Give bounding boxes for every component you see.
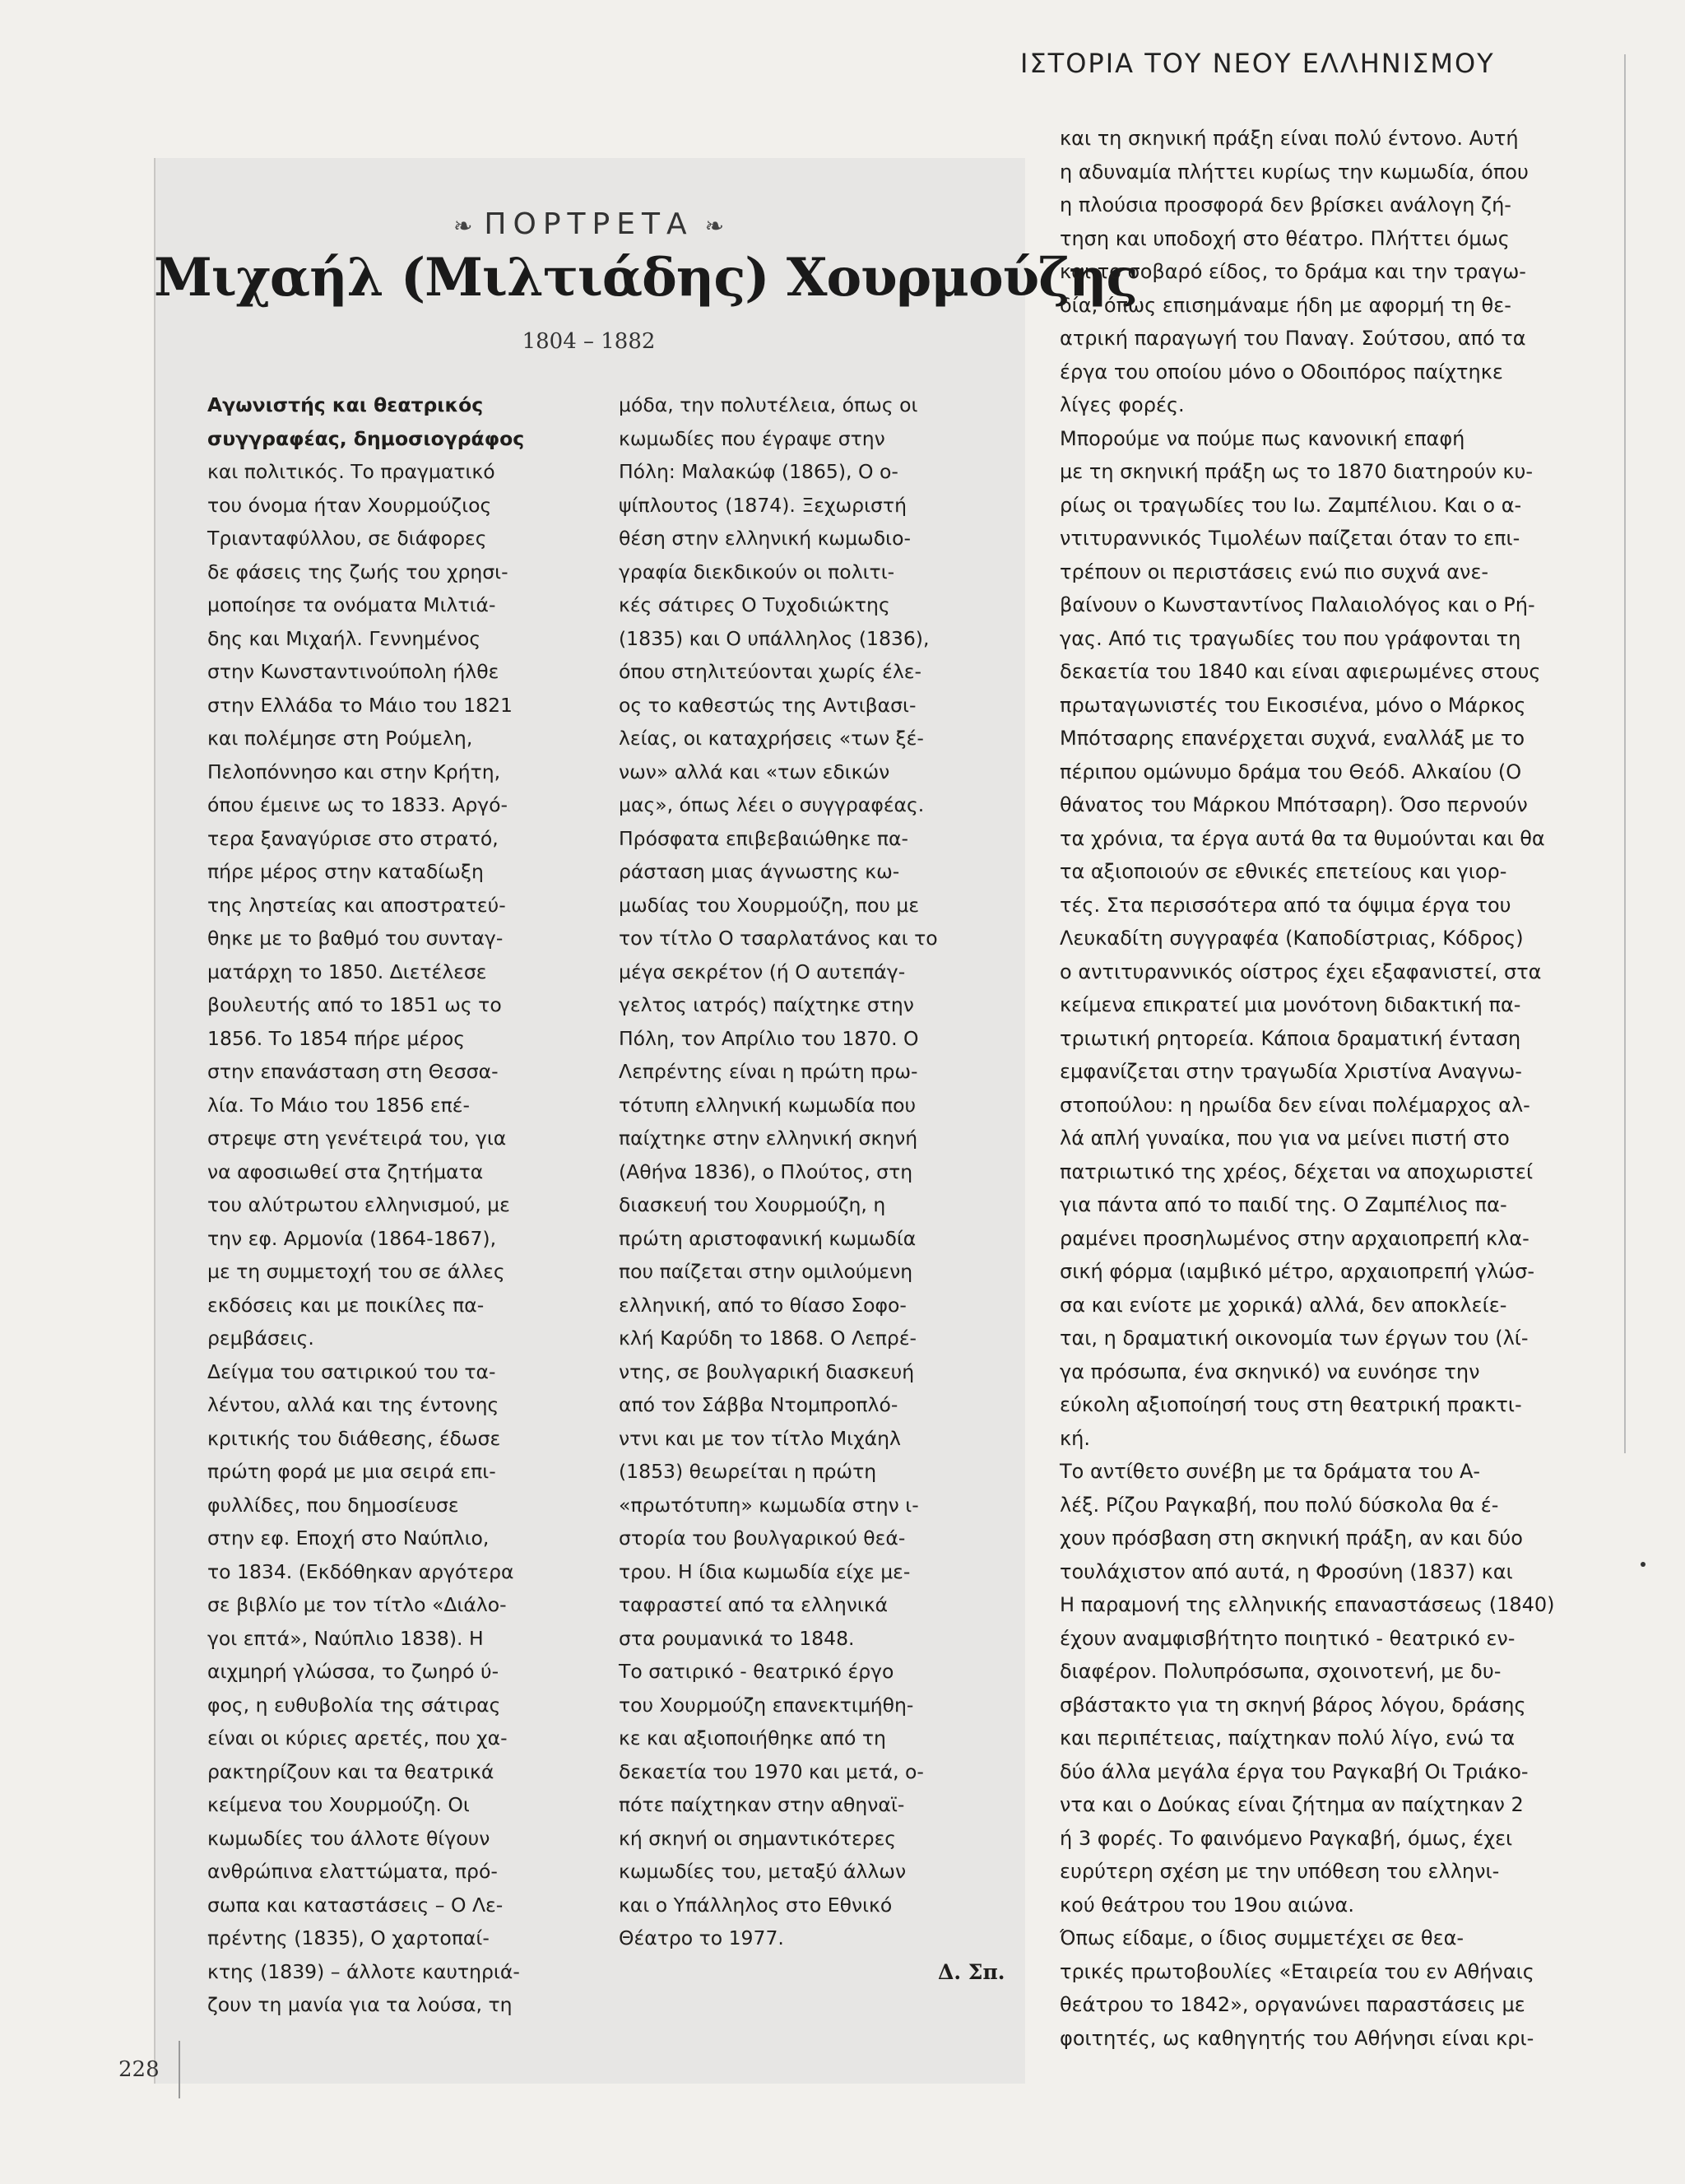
text-line: (1835) και Ο υπάλληλος (1836), (619, 626, 930, 650)
article-title: Μιχαήλ (Μιλτιάδης) Χουρμούζης (154, 247, 1138, 309)
text-line: κε και αξιοποιήθηκε από τη (619, 1726, 886, 1750)
text-line: είναι οι κύριες αρετές, που χα- (207, 1726, 508, 1750)
text-line: Η παραμονή της ελληνικής επαναστάσεως (1840) (1060, 1593, 1555, 1616)
text-line: ή 3 φορές. Το φαινόμενο Ραγκαβή, όμως, έχει (1060, 1826, 1513, 1850)
text-line: κού θεάτρου του 19ου αιώνα. (1060, 1893, 1354, 1917)
text-line: και τη σκηνική πράξη είναι πολύ έντονο. Αυτή (1060, 127, 1519, 150)
author-signature: Δ. Σπ. (938, 1960, 1005, 1984)
text-line: στην επανάσταση στη Θεσσα- (207, 1060, 499, 1083)
text-line: κλή Καρύδη το 1868. Ο Λεπρέ- (619, 1327, 917, 1350)
text-line: εκδόσεις και με ποικίλες πα- (207, 1293, 485, 1317)
text-line: λίγες φορές. (1060, 393, 1185, 416)
text-line: και ο Υπάλληλος στο Εθνικό (619, 1893, 893, 1917)
text-line: ντα και ο Δούκας είναι ζήτημα αν παίχτηκαν 2 (1060, 1793, 1524, 1816)
text-line: ντης, σε βουλγαρική διασκευή (619, 1359, 915, 1383)
text-line: δεκαετία του 1840 και είναι αφιερωμένες στους (1060, 660, 1541, 683)
text-line: δεκαετία του 1970 και μετά, ο- (619, 1759, 924, 1783)
footer-rule (179, 2041, 180, 2098)
text-line: κριτικής του διάθεσης, έδωσε (207, 1426, 501, 1450)
text-line: όπου έμεινε ως το 1833. Αργό- (207, 793, 508, 816)
text-line: 1856. Το 1854 πήρε μέρος (207, 1026, 466, 1050)
text-line: μας», όπως λέει ο συγγραφέας. (619, 793, 925, 816)
text-line: βουλευτής από το 1851 ως το (207, 993, 502, 1016)
text-line: τον τίτλο Ο τσαρλατάνος και το (619, 927, 938, 950)
text-line: φυλλίδες, που δημοσίευσε (207, 1493, 459, 1517)
text-line: Όπως είδαμε, ο ίδιος συμμετέχει σε θεα- (1060, 1926, 1465, 1949)
text-line: Μπορούμε να πούμε πως κανονική επαφή (1060, 426, 1465, 450)
text-line: φοιτητές, ως καθηγητής του Αθήνησι είναι κρι- (1060, 2026, 1534, 2050)
column-left (207, 388, 578, 2022)
text-line: ος το καθεστώς της Αντιβασι- (619, 693, 917, 717)
ornament-left-icon: ❧ (453, 212, 473, 239)
text-line: συγγραφέας, δημοσιογράφος (207, 426, 525, 450)
text-line: πρώτη φορά με μια σειρά επι- (207, 1460, 496, 1483)
text-line: θεάτρου το 1842», οργανώνει παραστάσεις με (1060, 1993, 1525, 2016)
text-line: τρικές πρωτοβουλίες «Εταιρεία του εν Αθήναις (1060, 1959, 1534, 1983)
text-line: Το σατιρικό - θεατρικό έργο (619, 1660, 894, 1683)
text-line: Πόλη, τον Απρίλιο του 1870. Ο (619, 1026, 919, 1050)
text-line: στην Ελλάδα το Μάιο του 1821 (207, 693, 513, 717)
text-line: ψίπλουτος (1874). Ξεχωριστή (619, 493, 907, 517)
text-line: έργα του οποίου μόνο ο Οδοιπόρος παίχτηκε (1060, 360, 1503, 383)
text-line: ντνι και με τον τίτλο Μιχάηλ (619, 1426, 901, 1450)
life-dates: 1804 – 1882 (522, 329, 656, 354)
text-line: ται, η δραματική οικονομία των έργων του (λί- (1060, 1327, 1529, 1350)
text-line: τηση και υποδοχή στο θέατρο. Πλήττει όμως (1060, 226, 1510, 250)
text-line: το 1834. (Εκδόθηκαν αργότερα (207, 1559, 514, 1583)
text-line: στην εφ. Εποχή στο Ναύπλιο, (207, 1526, 490, 1550)
text-line: ντιτυραννικός Τιμολέων παίζεται όταν το επι- (1060, 527, 1520, 550)
text-line: για πάντα από το παιδί της. Ο Ζαμπέλιος πα- (1060, 1193, 1507, 1216)
text-line: κείμενα του Χουρμούζη. Οι (207, 1793, 470, 1816)
text-line: τότυπη ελληνική κωμωδία που (619, 1093, 917, 1117)
text-line: και περιπέτειας, παίχτηκαν πολύ λίγο, ενώ τα (1060, 1726, 1516, 1750)
text-line: «πρωτότυπη» κωμωδία στην ι- (619, 1493, 919, 1517)
text-line: (1853) θεωρείται η πρώτη (619, 1460, 877, 1483)
text-line: θάνατος του Μάρκου Μπότσαρη). Όσο περνούν (1060, 793, 1528, 816)
text-line: βαίνουν ο Κωνσταντίνος Παλαιολόγος και ο Ρή- (1060, 593, 1535, 616)
text-line: και το σοβαρό είδος, το δράμα και την τραγω- (1060, 260, 1526, 283)
text-line: ραμένει προσηλωμένος στην αρχαιοπρεπή κλα- (1060, 1226, 1529, 1250)
column-right (1060, 122, 1636, 2055)
text-line: πέριπου ομώνυμο δράμα του Θεόδ. Αλκαίου (Ο (1060, 760, 1522, 783)
text-line: εμφανίζεται στην τραγωδία Χριστίνα Αναγνω- (1060, 1060, 1522, 1083)
column-middle (619, 388, 989, 1955)
text-line: κωμωδίες που έγραψε στην (619, 426, 885, 450)
text-line: τές. Στα περισσότερα από τα όψιμα έργα του (1060, 893, 1511, 917)
text-line: εύκολη αξιοποίησή τους στη θεατρική πρακτι- (1060, 1393, 1522, 1416)
text-line: πρώτη αριστοφανική κωμωδία (619, 1226, 917, 1250)
text-line: η αδυναμία πλήττει κυρίως την κωμωδία, όπου (1060, 160, 1529, 184)
text-line: τρου. Η ίδια κωμωδία είχε με- (619, 1559, 911, 1583)
text-line: και πολιτικός. Το πραγματικό (207, 460, 495, 483)
text-line: λείας, οι καταχρήσεις «των ξέ- (619, 727, 924, 750)
text-line: γελτος ιατρός) παίχτηκε στην (619, 993, 914, 1016)
text-line: Λεπρέντης είναι η πρώτη πρω- (619, 1060, 918, 1083)
section-label (154, 207, 1024, 241)
text-line: δε φάσεις της ζωής του χρησι- (207, 560, 508, 583)
text-line: Το αντίθετο συνέβη με τα δράματα του Α- (1060, 1460, 1481, 1483)
text-line: στα ρουμανικά το 1848. (619, 1626, 855, 1650)
text-line: πρωταγωνιστές του Εικοσιένα, μόνο ο Μάρκος (1060, 693, 1526, 717)
text-line: που παίζεται στην ομιλούμενη (619, 1260, 913, 1283)
text-line: στρεψε στη γενέτειρά του, για (207, 1127, 507, 1150)
text-line: κωμωδίες του άλλοτε θίγουν (207, 1826, 490, 1850)
text-line: χουν πρόσβαση στη σκηνική πράξη, αν και δύο (1060, 1526, 1523, 1550)
text-line: μοποίησε τα ονόματα Μιλτιά- (207, 593, 496, 616)
text-line: γας. Από τις τραγωδίες του που γράφονται τη (1060, 626, 1521, 650)
text-line: κτης (1839) – άλλοτε καυτηριά- (207, 1959, 520, 1983)
text-line: της ληστείας και αποστρατεύ- (207, 893, 506, 917)
text-line: ευρύτερη σχέση με την υπόθεση του ελληνι- (1060, 1860, 1500, 1883)
text-line: τα αξιοποιούν σε εθνικές επετείους και γιορ- (1060, 860, 1507, 883)
text-line: πότε παίχτηκαν στην αθηναϊ- (619, 1793, 905, 1816)
text-line: σβάστακτο για τη σκηνή βάρος λόγου, δράσης (1060, 1693, 1526, 1717)
text-line: θέση στην ελληνική κωμωδιο- (619, 527, 911, 550)
text-line: τριωτική ρητορεία. Κάποια δραματική ένταση (1060, 1026, 1521, 1050)
text-line: από τον Σάββα Ντομπροπλό- (619, 1393, 898, 1416)
text-line: μέγα σεκρέτον (ή Ο αυτεπάγ- (619, 960, 906, 983)
text-line: κές σάτιρες Ο Τυχοδιώκτης (619, 593, 890, 616)
text-line: την εφ. Αρμονία (1864-1867), (207, 1226, 497, 1250)
text-line: μωδίας του Χουρμούζη, που με (619, 893, 920, 917)
text-line: λία. Το Μάιο του 1856 επέ- (207, 1093, 470, 1117)
text-line: ταφραστεί από τα ελληνικά (619, 1593, 889, 1616)
text-line: μόδα, την πολυτέλεια, όπως οι (619, 393, 918, 416)
text-line: Μπότσαρης επανέρχεται συχνά, εναλλάξ με το (1060, 727, 1525, 750)
text-line: του Χουρμούζη επανεκτιμήθη- (619, 1693, 914, 1717)
text-line: τρέπουν οι περιστάσεις ενώ πιο συχνά ανε- (1060, 560, 1489, 583)
text-line: σα και ενίοτε με χορικά) αλλά, δεν αποκλείε- (1060, 1293, 1507, 1317)
text-line: αιχμηρή γλώσσα, το ζωηρό ύ- (207, 1660, 499, 1683)
text-line: γα πρόσωπα, ένα σκηνικό) να ευνόησε την (1060, 1359, 1480, 1383)
text-line: Πρόσφατα επιβεβαιώθηκε πα- (619, 826, 908, 850)
text-line: όπου στηλιτεύονται χωρίς έλε- (619, 660, 921, 683)
text-line: Τριανταφύλλου, σε διάφορες (207, 527, 487, 550)
text-line: ελληνική, από το θίασο Σοφο- (619, 1293, 907, 1317)
text-line: ρακτηρίζουν και τα θεατρικά (207, 1759, 494, 1783)
text-line: Πόλη: Μαλακώφ (1865), Ο ο- (619, 460, 898, 483)
text-line: δύο άλλα μεγάλα έργα του Ραγκαβή Οι Τριάκο- (1060, 1759, 1529, 1783)
text-line: ράσταση μιας άγνωστης κω- (619, 860, 900, 883)
section-label-text: ΠΟΡΤΡΕΤΑ (484, 207, 694, 241)
text-line: δης και Μιχαήλ. Γεννημένος (207, 626, 481, 650)
margin-mark (1641, 1562, 1646, 1567)
text-line: ρεμβάσεις. (207, 1327, 314, 1350)
text-line: νων» αλλά και «των εδικών (619, 760, 890, 783)
text-line: Πελοπόννησο και στην Κρήτη, (207, 760, 501, 783)
text-line: πήρε μέρος στην καταδίωξη (207, 860, 484, 883)
text-line: Λευκαδίτη συγγραφέα (Καποδίστριας, Κόδρος) (1060, 927, 1524, 950)
text-line: κωμωδίες του, μεταξύ άλλων (619, 1860, 907, 1883)
running-head: ΙΣΤΟΡΙΑ ΤΟΥ ΝΕΟΥ ΕΛΛΗΝΙΣΜΟΥ (1020, 48, 1495, 79)
ornament-right-icon: ❧ (704, 212, 725, 239)
text-line: και πολέμησε στη Ρούμελη, (207, 727, 473, 750)
text-line: ματάρχη το 1850. Διετέλεσε (207, 960, 487, 983)
text-line: Δείγμα του σατιρικού του τα- (207, 1359, 496, 1383)
text-line: διασκευή του Χουρμούζη, η (619, 1193, 886, 1216)
text-line: με τη συμμετοχή του σε άλλες (207, 1260, 505, 1283)
text-line: φος, η ευθυβολία της σάτιρας (207, 1693, 501, 1717)
text-line: τερα ξαναγύρισε στο στρατό, (207, 826, 499, 850)
text-line: πατριωτικό της χρέος, δέχεται να αποχωριστεί (1060, 1159, 1534, 1183)
text-line: Αγωνιστής και θεατρικός (207, 393, 484, 416)
text-line: ζουν τη μανία για τα λούσα, τη (207, 1993, 513, 2016)
text-line: γοι επτά», Ναύπλιο 1838). Η (207, 1626, 484, 1650)
text-line: ο αντιτυραννικός οίστρος έχει εξαφανιστεί, στα (1060, 960, 1542, 983)
text-line: γραφία διεκδικούν οι πολιτι- (619, 560, 895, 583)
text-line: (Αθήνα 1836), ο Πλούτος, στη (619, 1159, 913, 1183)
text-line: Θέατρο το 1977. (619, 1926, 784, 1949)
text-line: λά απλή γυναίκα, που για να μείνει πιστή στο (1060, 1127, 1510, 1150)
text-line: κείμενα επικρατεί μια μονότονη διδακτική πα- (1060, 993, 1521, 1016)
text-line: πρέντης (1835), Ο χαρτοπαί- (207, 1926, 490, 1949)
text-line: στην Κωνσταντινούπολη ήλθε (207, 660, 499, 683)
page-number: 228 (118, 2057, 160, 2082)
text-line: να αφοσιωθεί στα ζητήματα (207, 1159, 484, 1183)
text-line: παίχτηκε στην ελληνική σκηνή (619, 1127, 918, 1150)
text-line: λέξ. Ρίζου Ραγκαβή, που πολύ δύσκολα θα έ- (1060, 1493, 1499, 1517)
text-line: λέντου, αλλά και της έντονης (207, 1393, 499, 1416)
text-line: ανθρώπινα ελαττώματα, πρό- (207, 1860, 498, 1883)
text-line: στοπούλου: η ηρωίδα δεν είναι πολέμαρχος αλ- (1060, 1093, 1530, 1117)
text-line: έχουν αναμφισβήτητο ποιητικό - θεατρικό εν- (1060, 1626, 1516, 1650)
text-line: τουλάχιστον από αυτά, η Φροσύνη (1837) και (1060, 1559, 1513, 1583)
text-line: κή. (1060, 1426, 1090, 1450)
text-line: σική φόρμα (ιαμβικό μέτρο, αρχαιοπρεπή γλώσ- (1060, 1260, 1534, 1283)
text-line: του αλύτρωτου ελληνισμού, με (207, 1193, 510, 1216)
text-line: ατρική παραγωγή του Παναγ. Σούτσου, από τα (1060, 327, 1526, 350)
text-line: κή σκηνή οι σημαντικότερες (619, 1826, 897, 1850)
text-line: με τη σκηνική πράξη ως το 1870 διατηρούν κυ- (1060, 460, 1534, 483)
text-line: σωπα και καταστάσεις – Ο Λε- (207, 1893, 504, 1917)
text-line: θηκε με το βαθμό του συνταγ- (207, 927, 504, 950)
text-line: του όνομα ήταν Χουρμούζιος (207, 493, 492, 517)
text-line: η πλούσια προσφορά δεν βρίσκει ανάλογη ζή- (1060, 193, 1511, 216)
text-line: ρίως οι τραγωδίες του Ιω. Ζαμπέλιου. Και ο α- (1060, 493, 1522, 517)
text-line: σε βιβλίο με τον τίτλο «Διάλο- (207, 1593, 507, 1616)
text-line: διαφέρον. Πολυπρόσωπα, σχοινοτενή, με δυ- (1060, 1660, 1502, 1683)
text-line: στορία του βουλγαρικού θεά- (619, 1526, 906, 1550)
text-line: δία, όπως επισημάναμε ήδη με αφορμή τη θε- (1060, 293, 1511, 317)
text-line: τα χρόνια, τα έργα αυτά θα τα θυμούνται και θα (1060, 826, 1545, 850)
